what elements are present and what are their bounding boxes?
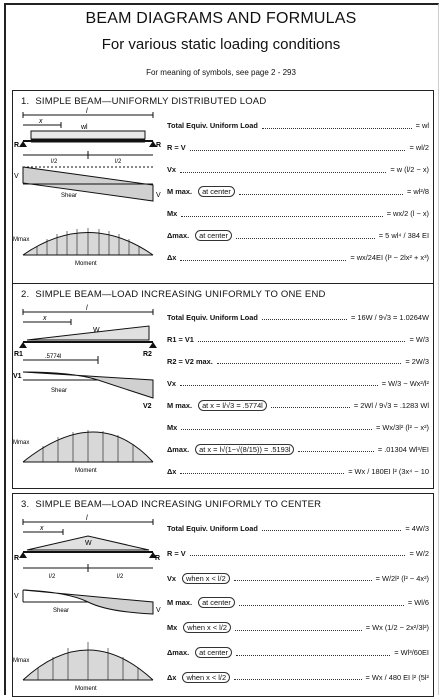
panel-title: 3. SIMPLE BEAM—LOAD INCREASING UNIFORMLY TO CENTER — [21, 499, 322, 510]
reaction-r1-label: R1 — [14, 351, 23, 358]
formula-row: Mx = Wx/3l² (l² − x²) — [167, 422, 429, 432]
dimension-label: .5774l — [45, 354, 62, 360]
mmax-label: Mmax — [13, 658, 30, 664]
formula-row: Mx = wx/2 (l − x) — [167, 209, 429, 219]
reaction-r2-label: R2 — [143, 351, 152, 358]
reaction-left-label: R — [14, 142, 20, 149]
formula-list — [167, 516, 429, 690]
moment-label: Moment — [75, 468, 97, 474]
formula-list — [167, 306, 429, 482]
formula-row: M max. at x = l/√3 = .5774l = 2Wl / 9√3 = .1283 Wl — [167, 400, 429, 410]
panel-increasing-to-center — [12, 493, 434, 697]
shear-label: Shear — [51, 388, 68, 394]
formula-row: Vx when x < l/2 = W/2l² (l² − 4x²) — [167, 573, 429, 583]
span-label: l — [86, 305, 88, 312]
shear-v-left: V — [14, 173, 19, 180]
beam-diagram-center-peak — [13, 512, 163, 696]
mmax-label: Mmax — [13, 440, 30, 446]
moment-label: Moment — [75, 686, 97, 692]
formula-row: Δx = wx/24EI (l³ − 2lx² + x³) — [167, 253, 429, 263]
reaction-right-label: R — [156, 142, 162, 149]
shear-v-right: V — [156, 192, 161, 199]
beam-diagram-uniform — [13, 105, 163, 283]
formula-row: M max. at center = Wl/6 — [167, 598, 429, 608]
span-label: l — [86, 108, 88, 115]
beam-diagram-triangular — [13, 302, 163, 488]
formula-row: Δx = Wx / 180EI l² (3x⁴ − 10 — [167, 466, 429, 476]
panel-title: 1. SIMPLE BEAM—UNIFORMLY DISTRIBUTED LOAD — [21, 96, 267, 107]
x-label: x — [39, 118, 43, 125]
shear-label: Shear — [61, 193, 78, 199]
span-label: l — [86, 515, 88, 522]
formula-row: R = V = W/2 — [167, 548, 429, 558]
load-label: W — [85, 540, 92, 547]
load-label: W — [93, 327, 100, 334]
formula-row: Total Equiv. Uniform Load = 4W/3 — [167, 523, 429, 533]
formula-row: M max. at center = wl²/8 — [167, 187, 429, 197]
formula-row: Δx when x < l/2 = Wx / 480 EI l² (5l² — [167, 672, 429, 682]
moment-label: Moment — [75, 261, 97, 267]
load-label: wl — [81, 124, 88, 131]
page-subtitle: For various static loading conditions — [101, 36, 341, 53]
formula-row: R2 = V2 max. = 2W/3 — [167, 356, 429, 366]
formula-row: R = V = wl/2 — [167, 143, 429, 153]
page-title: BEAM DIAGRAMS AND FORMULAS — [85, 10, 357, 27]
formula-row: Total Equiv. Uniform Load = 16W / 9√3 = 1.0264W — [167, 312, 429, 322]
formula-row: Δmax. at x = l√(1−√(8/15)) = .5193l = .01304 Wl³/EI — [167, 444, 429, 454]
symbols-note: For meaning of symbols, see page 2 - 293 — [146, 68, 296, 77]
formula-row: Vx = w (l/2 − x) — [167, 165, 429, 175]
reaction-left-label: R — [14, 555, 20, 562]
shear-v-right: V — [156, 607, 161, 614]
formula-row: Total Equiv. Uniform Load = wl — [167, 121, 429, 131]
panel-title: 2. SIMPLE BEAM—LOAD INCREASING UNIFORMLY TO ONE END — [21, 289, 326, 300]
half-span-label-right: l/2 — [117, 574, 124, 580]
formula-row: Mx when x < l/2 = Wx (1/2 − 2x²/3l²) — [167, 623, 429, 633]
reaction-right-label: R — [155, 555, 161, 562]
formula-row: R1 = V1 = W/3 — [167, 334, 429, 344]
shear-v1-label: V1 — [13, 373, 22, 380]
shear-v2-label: V2 — [143, 403, 152, 410]
formula-row: Δmax. at center = 5 wl⁴ / 384 EI — [167, 231, 429, 241]
x-label: x — [40, 525, 44, 532]
formula-list — [167, 115, 429, 269]
mmax-label: Mmax — [13, 237, 30, 243]
shear-v-left: V — [14, 593, 19, 600]
half-span-label-left: l/2 — [51, 159, 58, 165]
half-span-label-right: l/2 — [115, 159, 122, 165]
half-span-label-left: l/2 — [49, 574, 56, 580]
formula-row: Vx = W/3 − Wx²/l² — [167, 378, 429, 388]
panel-uniform-load — [12, 90, 434, 285]
x-label: x — [43, 315, 47, 322]
formula-row: Δmax. at center = Wl³/60EI — [167, 648, 429, 658]
panel-increasing-to-end — [12, 283, 434, 489]
shear-label: Shear — [53, 608, 70, 614]
